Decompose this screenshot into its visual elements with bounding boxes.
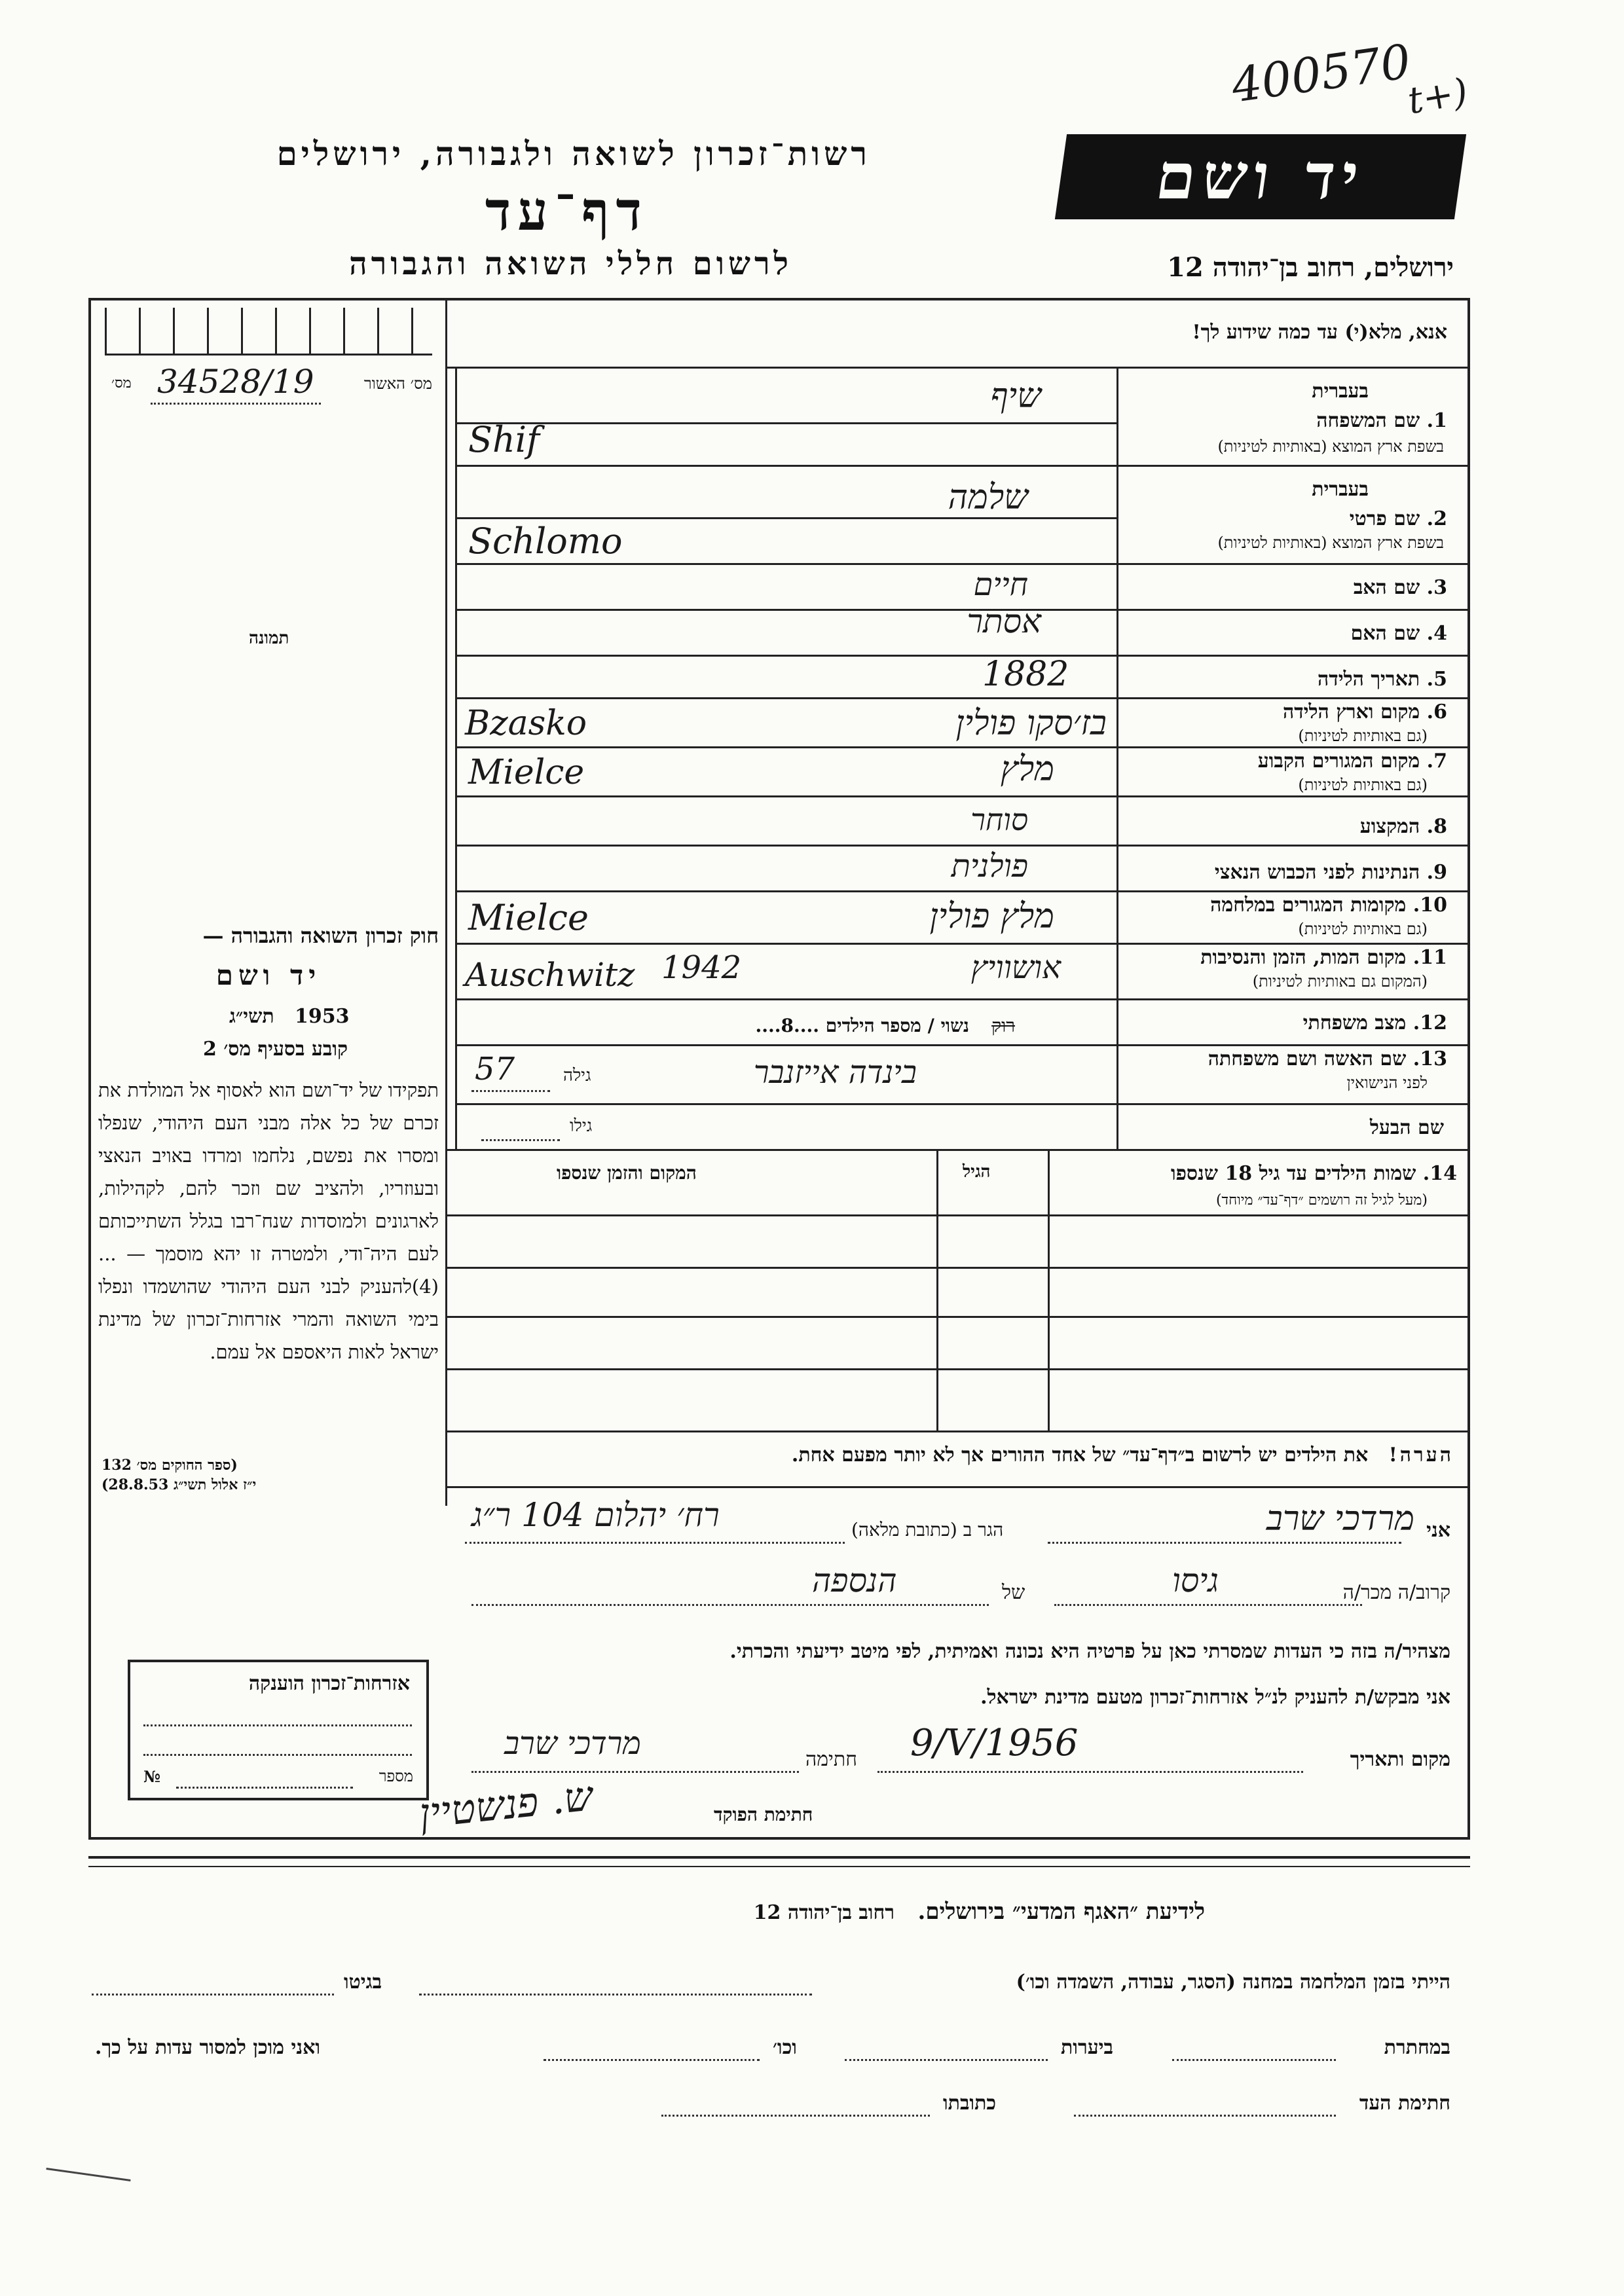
logo-text: יד ושם xyxy=(1151,139,1370,213)
field-6-text: מקום וארץ הלידה xyxy=(1282,701,1420,723)
field-11-value-he: אושוויץ xyxy=(970,949,1061,986)
footer-forests-line xyxy=(845,2059,1048,2061)
field-13-line xyxy=(455,1103,1470,1105)
field-13-age-value: 57 xyxy=(475,1051,515,1087)
field-8-value: סוחר xyxy=(970,802,1028,837)
citizenship-line-3 xyxy=(176,1787,353,1789)
field-3-label xyxy=(1354,576,1447,599)
field-11-label xyxy=(1200,946,1447,969)
decl-name-line xyxy=(1048,1542,1401,1544)
decl-date-line xyxy=(877,1771,1303,1773)
field-6-value-he: בז׳סקו פולין xyxy=(955,704,1107,743)
field-8-line xyxy=(455,845,1470,847)
field-3-value: חיים xyxy=(973,566,1028,603)
field-13-age-line xyxy=(471,1090,550,1092)
footer-address: רחוב בן־יהודה 12 xyxy=(753,1901,895,1924)
citizenship-line-1 xyxy=(143,1724,412,1726)
law-year: 1953 xyxy=(295,1005,350,1028)
footer-witness-sig: חתימת העד xyxy=(1359,2092,1450,2115)
field-1-num: 1. xyxy=(1426,409,1447,432)
field-13-sub: לפני הנישואין xyxy=(1346,1074,1428,1092)
footer-ready: ואני מוכן למסור עדות על כך. xyxy=(95,2036,321,2059)
note-row xyxy=(792,1444,1454,1467)
instruction-row-line xyxy=(445,367,1470,369)
note-text: את הילדים יש לרשום ב״דף־עד״ של אחד ההורים אך לא יותר מפעם אחת. xyxy=(791,1444,1369,1467)
children-title xyxy=(1171,1162,1457,1185)
footer-address-label: כתובתו xyxy=(943,2092,997,2115)
law-ref-1: (ספר החוקים מס׳ 132 xyxy=(101,1457,238,1474)
children-num: 14. xyxy=(1422,1162,1457,1185)
field-5-value: 1882 xyxy=(982,655,1069,694)
decl-ani: אני xyxy=(1426,1519,1450,1542)
approval-tick-base xyxy=(105,354,432,355)
footer-underground: במחתרת xyxy=(1384,2036,1450,2059)
decl-name: מרדכי שרב xyxy=(1266,1499,1414,1539)
decl-officer-label: חתימת הפוקד xyxy=(714,1804,813,1825)
law-name: יד ושם xyxy=(215,959,322,991)
note-label: הערה! xyxy=(1388,1444,1454,1467)
decl-address: רח׳ יהלום 104 ר״ג xyxy=(471,1496,720,1534)
field-2-value-he: שלמה xyxy=(948,478,1028,517)
field-10-num: 10. xyxy=(1412,894,1447,917)
photo-label: תמונה xyxy=(249,629,289,648)
approval-number-row xyxy=(105,363,432,406)
children-sub: (מעל לגיל זה רושמים ״דף־עד״ מיוחד) xyxy=(1215,1192,1428,1209)
law-clause: קובע בסעיף מס׳ 2 xyxy=(203,1038,348,1061)
decl-date: 9/V/1956 xyxy=(910,1722,1079,1764)
field-7-value-lat: Mielce xyxy=(468,753,585,792)
field-1-text: שם המשפחה xyxy=(1316,409,1420,432)
field-1-value-lat: Shif xyxy=(468,419,540,460)
note-bottom-line xyxy=(445,1486,1470,1488)
footer-line-1: הייתי בזמן המלחמה במחנה (הסגר, עבודה, השמדה וכו׳) xyxy=(1016,1971,1450,1994)
decl-signature-label: חתימה xyxy=(805,1748,857,1771)
citizenship-box xyxy=(128,1660,429,1800)
field-6-value-lat: Bzasko xyxy=(465,704,587,743)
footer-ghetto: בגיטו xyxy=(344,1971,382,1994)
field-2-sub: בשפת ארץ המוצא (באותיות לטיניות) xyxy=(1217,534,1444,552)
field-8-text: המקצוע xyxy=(1359,815,1420,838)
decl-relative-label: קרוב/ה מכר/ה xyxy=(1342,1581,1450,1604)
field-6-sub: (גם באותיות לטיניות) xyxy=(1298,727,1428,745)
children-col-divider-2 xyxy=(936,1149,938,1430)
field-husband-line xyxy=(445,1149,1470,1151)
decl-address-line xyxy=(465,1542,845,1544)
field-3-text: שם האב xyxy=(1353,576,1420,599)
children-header-line xyxy=(445,1214,1470,1216)
field-12-strike: רוק xyxy=(991,1015,1015,1036)
field-1-value-he: שיף xyxy=(990,376,1041,416)
citizenship-line-2 xyxy=(143,1754,412,1756)
field-11-num: 11. xyxy=(1412,946,1447,969)
field-6-num: 6. xyxy=(1426,701,1447,723)
citizenship-number-label: מספר xyxy=(378,1767,413,1785)
footer-ghetto-line xyxy=(92,1994,334,1995)
decl-place-date-label: מקום ותאריך xyxy=(1350,1748,1450,1771)
decl-statement-2: אני מבקש/ת להעניק לנ״ל אזרחות־זכרון מטעם מדינת ישראל. xyxy=(980,1686,1450,1709)
field-9-value: פולנית xyxy=(951,848,1028,884)
field-5-num: 5. xyxy=(1426,668,1447,691)
citizenship-title: אזרחות־זכרון הוענקה xyxy=(248,1672,410,1695)
field-4-text: שם האם xyxy=(1350,622,1420,645)
left-column-divider xyxy=(445,298,447,1506)
field-6-line xyxy=(455,746,1470,748)
org-title: רשות־זכרון לשואה ולגבורה, ירושלים xyxy=(276,134,871,173)
field-12-num: 12. xyxy=(1412,1011,1447,1034)
in-hebrew-label-2: בעברית xyxy=(1312,478,1369,501)
field-12-text: מצב משפחתי xyxy=(1302,1011,1407,1034)
in-hebrew-label-1: בעברית xyxy=(1312,380,1369,403)
decl-relation: גיסו xyxy=(1172,1561,1219,1599)
field-5-text: תאריך הלידה xyxy=(1318,668,1420,691)
approval-number-label: מס׳ האשור xyxy=(363,374,432,393)
field-10-value-he: מלץ פולין xyxy=(929,897,1054,936)
yad-vashem-logo xyxy=(1055,134,1466,219)
field-2-num: 2. xyxy=(1426,507,1447,530)
approval-number-line xyxy=(151,403,321,405)
label-column-divider xyxy=(1116,367,1118,1149)
field-13-age-label: גילה xyxy=(563,1066,591,1085)
footer-etc-line xyxy=(544,2059,760,2061)
field-1-he-line xyxy=(455,422,1116,424)
approval-no-label: מס׳ xyxy=(111,375,132,392)
field-2-he-line xyxy=(455,517,1116,519)
approval-number-value: 34528/19 xyxy=(157,363,314,401)
field-12-value: נשוי / מספר הילדים ....8.... xyxy=(755,1015,969,1036)
children-col-divider-1 xyxy=(1048,1149,1050,1430)
field-4-value: אסתר xyxy=(967,602,1041,640)
field-7-line xyxy=(455,795,1470,797)
law-title: חוק זכרון השואה והגבורה — xyxy=(202,923,439,948)
field-1-sub: בשפת ארץ המוצא (באותיות לטיניות) xyxy=(1217,437,1444,456)
children-col-place: המקום והזמן שנספו xyxy=(557,1162,697,1184)
decl-of-label: של xyxy=(1002,1581,1025,1604)
footer-title-row xyxy=(754,1899,1205,1925)
field-11-sub: (המקום גם באותיות לטיניות) xyxy=(1252,972,1428,991)
children-title-text: שמות הילדים עד גיל 18 שנספו xyxy=(1170,1162,1416,1185)
field-7-label xyxy=(1258,750,1447,773)
field-9-num: 9. xyxy=(1426,861,1447,884)
footer-camp-line xyxy=(419,1994,812,1995)
decl-officer-sig: ש. פנשטיין xyxy=(416,1772,595,1838)
children-row-1 xyxy=(445,1267,1470,1269)
archive-stamp-number: 400570 xyxy=(1228,33,1414,113)
field-8-label xyxy=(1360,815,1447,838)
scan-mark xyxy=(46,2168,130,2181)
decl-of-value: הנספה xyxy=(812,1561,897,1599)
decl-resides-label: הגר ב (כתובת מלאה) xyxy=(851,1519,1004,1540)
field-husband-age-label: גילו xyxy=(570,1116,593,1136)
field-6-label xyxy=(1283,701,1447,723)
field-11-year: 1942 xyxy=(661,949,742,986)
field-7-text: מקום המגורים הקבוע xyxy=(1257,750,1420,773)
field-1-lat-line xyxy=(455,465,1470,467)
decl-of-line xyxy=(471,1604,989,1606)
field-7-value-he: מלץ xyxy=(1000,750,1054,789)
children-row-4 xyxy=(445,1430,1470,1432)
field-11-value-lat: Auschwitz xyxy=(465,956,635,994)
field-10-value-lat: Mielce xyxy=(468,897,589,938)
children-row-2 xyxy=(445,1316,1470,1318)
footer-address-line xyxy=(661,2115,930,2117)
value-column-left-divider xyxy=(455,367,457,1149)
field-8-num: 8. xyxy=(1426,815,1447,838)
footer-title: לידיעת ״האגף המדעי״ בירושלים. xyxy=(917,1899,1205,1925)
field-9-label xyxy=(1215,861,1447,884)
field-13-label xyxy=(1208,1048,1447,1070)
decl-signature-line xyxy=(471,1771,799,1773)
field-1-label xyxy=(1316,409,1447,432)
field-11-line xyxy=(455,998,1470,1000)
field-10-sub: (גם באותיות לטיניות) xyxy=(1298,920,1428,938)
field-11-text: מקום המות, הזמן והנסיבות xyxy=(1200,946,1407,969)
field-10-text: מקומות המגורים במלחמה xyxy=(1210,894,1407,917)
decl-signature: מרדכי שרב xyxy=(504,1725,641,1762)
field-13-text: שם האשה ושם משפחתה xyxy=(1208,1048,1407,1070)
field-9-line xyxy=(455,890,1470,892)
children-row-3 xyxy=(445,1368,1470,1370)
field-5-label xyxy=(1318,668,1447,691)
field-9-text: הנתינות לפני הכבוש הנאצי xyxy=(1214,861,1420,884)
archive-stamp-mark: t+) xyxy=(1405,70,1471,123)
field-husband-label: שם הבעל xyxy=(1369,1116,1444,1139)
header-address: ירושלים, רחוב בן־יהודה 12 xyxy=(1167,252,1454,283)
law-name-box xyxy=(170,959,367,992)
footer-forests: ביערות xyxy=(1061,2036,1114,2059)
field-3-line xyxy=(455,609,1470,611)
field-4-num: 4. xyxy=(1426,622,1447,645)
field-2-value-lat: Schlomo xyxy=(468,520,623,562)
field-4-label xyxy=(1351,622,1447,645)
field-husband-age-line xyxy=(481,1139,560,1141)
approval-tick-row xyxy=(105,308,432,354)
footer-witness-line xyxy=(1074,2115,1336,2117)
field-10-label xyxy=(1210,894,1447,917)
form-subtitle: לרשום חללי השואה והגבורה xyxy=(349,246,792,282)
decl-statement-1: מצהיר/ה בזה כי העדות שמסרתי כאן על פרטיה היא נכונה ואמיתית, לפי מיטב ידיעתי והכרתי. xyxy=(729,1640,1450,1663)
field-7-num: 7. xyxy=(1426,750,1447,773)
footer-separator-1 xyxy=(88,1856,1470,1859)
field-12-label xyxy=(1303,1011,1447,1034)
field-12-line xyxy=(455,1044,1470,1046)
form-title: דף־עד xyxy=(485,180,648,243)
decl-relation-line xyxy=(1054,1604,1362,1606)
children-col-age: הגיל xyxy=(963,1162,991,1182)
field-7-sub: (גם באותיות לטיניות) xyxy=(1298,776,1428,794)
field-3-num: 3. xyxy=(1426,576,1447,599)
field-4-line xyxy=(455,655,1470,657)
field-2-text: שם פרטי xyxy=(1349,507,1420,530)
footer-underground-line xyxy=(1172,2059,1336,2061)
law-body: תפקידו של יד־ושם הוא לאסוף אל המולדת את זכרם של כל אלה מבני העם היהודי, שנפלו ומסרו את נפשם, נלחמו ומרדו באויב הנאצי ובעוזריו, ולהציב שם וזכר להם, לקהילות, לארגונים ולמוסדות שנח־רבו בגלל השתייכותם לעם היה־ודי, ולמטרה זו יהא מוסמך — ...(4)להעניק לבני העם היהודי שהושמדו ונפלו בימי השואה והמרי אזרחות־זכרון של מדינת ישראל לאות היאספם אל עמם. xyxy=(98,1079,439,1363)
field-5-line xyxy=(455,697,1470,699)
field-13-num: 13. xyxy=(1412,1048,1447,1070)
law-year-he: תשי״ג xyxy=(229,1005,274,1028)
field-13-value: בינדה אייזנבר xyxy=(753,1054,917,1091)
law-ref-2: י״ז אלול תשי״ג 28.8.53) xyxy=(101,1476,257,1493)
footer-etc: וכו׳ xyxy=(773,2036,797,2059)
field-10-line xyxy=(455,943,1470,945)
field-2-lat-line xyxy=(455,563,1470,565)
field-2-label xyxy=(1350,507,1447,530)
footer-separator-2 xyxy=(88,1866,1470,1867)
citizenship-no-label: № xyxy=(143,1767,161,1786)
form-instruction: אנא, מלא(י) עד כמה שידוע לך! xyxy=(1192,321,1447,344)
